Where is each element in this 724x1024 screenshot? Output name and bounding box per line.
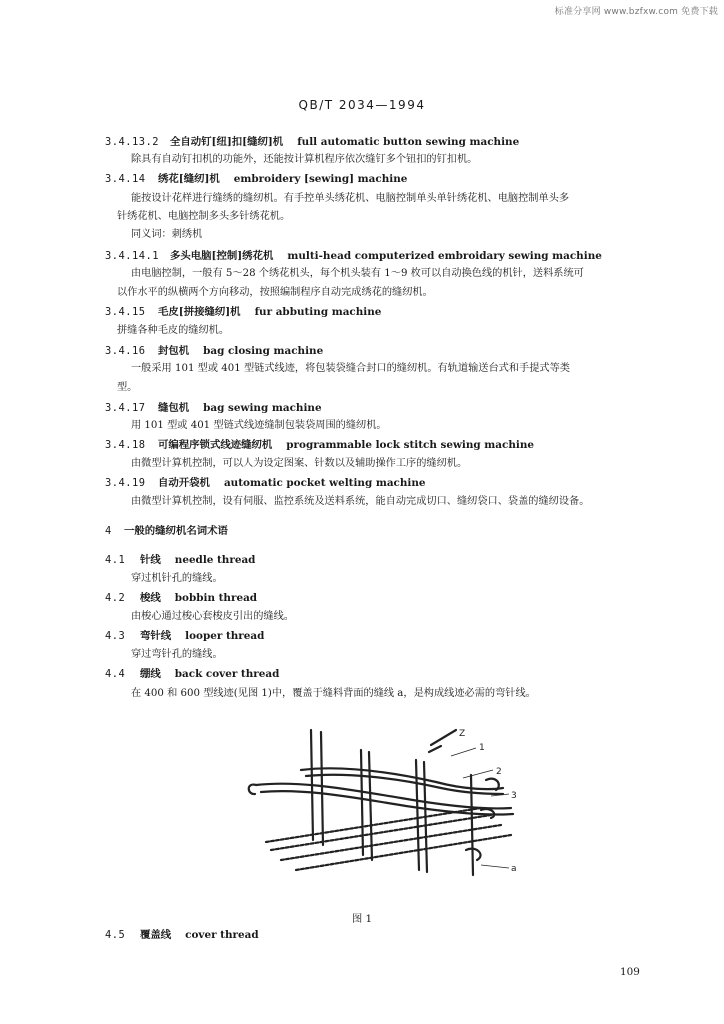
section-title: 一般的缝纫机名词术语 xyxy=(124,525,228,537)
label-z: Z xyxy=(459,729,466,739)
entry-en-term: bag sewing machine xyxy=(203,402,322,414)
term-en: back cover thread xyxy=(174,668,280,680)
term-en: cover thread xyxy=(185,929,259,941)
entry-zh-term: 封包机 xyxy=(158,345,190,357)
term-en: looper thread xyxy=(185,630,265,642)
entry-zh-term: 多头电脑[控制]绣花机 xyxy=(170,250,274,262)
term-body: 由梭心通过梭心套梭皮引出的缝线。 xyxy=(131,611,294,622)
entry-en-term: full automatic button sewing machine xyxy=(297,136,520,148)
term-zh: 梭线 xyxy=(140,592,161,604)
entry-body: 由微型计算机控制，设有伺服、监控系统及送料系统，能自动完成切口、缝纫袋口、袋盖的缝纫设备。 xyxy=(131,496,590,507)
entry-number: 3.4.18 xyxy=(105,439,146,451)
entry-number: 3.4.14 xyxy=(105,173,146,185)
stitch-diagram-drawing xyxy=(241,720,531,890)
entry-zh-term: 绣花[缝纫]机 xyxy=(158,173,220,185)
term-number: 4.4 xyxy=(105,668,126,680)
entry-body: 一般采用 101 型或 401 型链式线迹，将包装袋缝合封口的缝纫机。有轨道输送台式和手提式等类 xyxy=(131,363,570,374)
entry-en-term: multi-head computerized embroidary sewing machine xyxy=(287,250,602,262)
entry-body: 同义词：刺绣机 xyxy=(131,229,203,240)
label-1: 1 xyxy=(479,743,485,753)
entry-en-term: fur abbuting machine xyxy=(254,306,382,318)
page-number: 109 xyxy=(620,966,640,978)
figure-caption: 图 1 xyxy=(351,913,373,925)
term-number: 4.1 xyxy=(105,554,126,566)
term-body: 穿过机针孔的缝线。 xyxy=(131,573,223,584)
entry-zh-term: 自动开袋机 xyxy=(158,477,210,489)
entry-zh-term: 缝包机 xyxy=(158,402,190,414)
entry-body: 拼缝各种毛皮的缝纫机。 xyxy=(117,325,230,336)
figure-1-stitch-diagram xyxy=(241,720,531,890)
entry-body: 由电脑控制，一般有 5～28 个绣花机头，每个机头装有 1～9 枚可以自动换色线的机针，送料系统可 xyxy=(131,268,584,279)
label-2: 2 xyxy=(496,767,502,777)
section-number: 4 xyxy=(105,525,112,537)
entry-en-term: embroidery [sewing] machine xyxy=(233,173,408,185)
entry-zh-term: 全自动钉[纽]扣[缝纫]机 xyxy=(170,136,284,148)
entry-en-term: automatic pocket welting machine xyxy=(223,477,426,489)
entry-number: 3.4.15 xyxy=(105,306,146,318)
entry-number: 3.4.16 xyxy=(105,345,146,357)
page-header: QB/T 2034—1994 xyxy=(298,98,426,112)
term-zh: 针线 xyxy=(140,554,161,566)
entry-body: 除具有自动钉扣机的功能外，还能按计算机程序依次缝钉多个钮扣的钉扣机。 xyxy=(131,154,478,165)
entry-body: 以作水平的纵横两个方向移动，按照编制程序自动完成绣花的缝纫机。 xyxy=(117,287,433,298)
entry-zh-term: 可编程序锁式线迹缝纫机 xyxy=(158,439,273,451)
entry-number: 3.4.17 xyxy=(105,402,146,414)
term-body: 在 400 和 600 型线迹(见图 1)中，覆盖于缝料背面的缝线 a，是构成线迹必需的弯针线。 xyxy=(131,688,536,699)
label-a: a xyxy=(511,864,517,874)
entry-body: 用 101 型或 401 型链式线迹缝制包装袋周围的缝纫机。 xyxy=(131,420,387,431)
term-number: 4.3 xyxy=(105,630,126,642)
entry-number: 3.4.14.1 xyxy=(105,250,160,262)
entry-zh-term: 毛皮[拼接缝纫]机 xyxy=(158,306,241,318)
entry-number: 3.4.19 xyxy=(105,477,146,489)
term-en: needle thread xyxy=(174,554,256,566)
term-body: 穿过弯针孔的缝线。 xyxy=(131,649,223,660)
term-zh: 绷线 xyxy=(140,668,161,680)
label-3: 3 xyxy=(511,791,517,801)
entry-number: 3.4.13.2 xyxy=(105,136,160,148)
term-zh: 覆盖线 xyxy=(140,929,172,941)
entry-body: 能按设计花样进行缝绣的缝纫机。有手控单头绣花机、电脑控制单头单针绣花机、电脑控制单头多 xyxy=(131,193,570,204)
term-zh: 弯针线 xyxy=(140,630,172,642)
entry-en-term: bag closing machine xyxy=(203,345,324,357)
entry-en-term: programmable lock stitch sewing machine xyxy=(286,439,535,451)
entry-body: 由微型计算机控制，可以人为设定图案、针数以及辅助操作工序的缝纫机。 xyxy=(131,458,468,469)
term-en: bobbin thread xyxy=(174,592,258,604)
watermark: 标准分享网 www.bzfxw.com 免费下载 xyxy=(554,7,718,17)
term-number: 4.5 xyxy=(105,929,126,941)
entry-body: 针绣花机、电脑控制多头多针绣花机。 xyxy=(117,211,291,222)
entry-body: 型。 xyxy=(117,382,138,393)
term-number: 4.2 xyxy=(105,592,126,604)
